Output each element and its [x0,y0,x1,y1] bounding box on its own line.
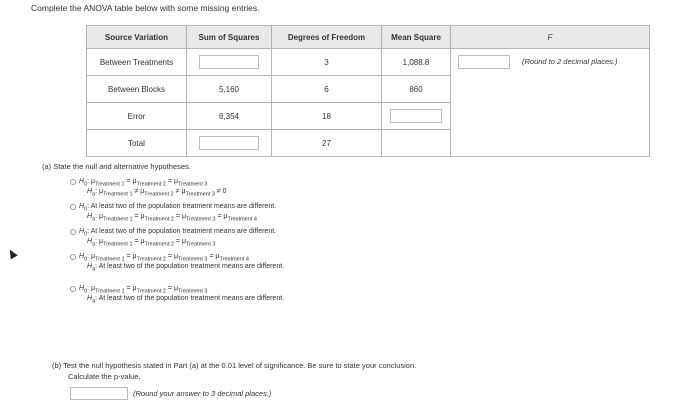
hypothesis-option-1[interactable] [79,177,284,197]
df-cell: 3 [272,49,382,76]
instructions-text: Complete the ANOVA table below with some missing entries. [31,3,260,13]
ha-line: $H_a$: $\mu_{Treatment 1} = \mu_{Treatment 2} = \mu_{Treatment 3} = \mu_{Treatment 4}$ [87,213,257,223]
h0-line: $H_0$: $\mu_{Treatment 1} = \mu_{Treatment 2} = \mu_{Treatment 3} = \mu_{Treatment 4}$ [79,253,249,263]
anova-table [86,25,650,157]
ms-cell [382,103,451,130]
ms-error-input[interactable] [390,109,442,123]
source-label: Between Blocks [87,76,187,103]
header-ss: Sum of Squares [187,26,272,49]
mouse-pointer-icon [6,248,17,260]
source-label: Between Treatments [87,49,187,76]
header-df: Degrees of Freedom [272,26,382,49]
radio-button[interactable] [70,254,76,260]
header-source: Source Variation [87,26,187,49]
ss-total-input[interactable] [199,136,259,150]
source-label: Error [87,103,187,130]
header-ms: Mean Square [382,26,451,49]
pvalue-round-note: (Round your answer to 3 decimal places.) [133,389,272,398]
hypothesis-option-4[interactable] [79,252,284,272]
ha-line: $H_a$: $\mu_{Treatment 1} \ne \mu_{Treatment 2} \ne \mu_{Treatment 3} \ne 0$ [87,188,227,198]
ms-cell: 860 [382,76,451,103]
source-label: Total [87,130,187,157]
h0-line: $H_0$: $\mu_{Treatment 1} = \mu_{Treatment 2} = \mu_{Treatment 3}$ [79,285,208,295]
pvalue-input[interactable] [70,387,128,400]
ss-cell [187,130,272,157]
hypothesis-option-5[interactable] [79,284,284,304]
hypothesis-option-3[interactable] [79,227,284,247]
radio-button[interactable] [70,204,76,210]
df-cell: 27 [272,130,382,157]
part-b-prompt: (b) Test the null hypothesis stated in Part (a) at the 0.01 level of significance. Be sure to state your conclusion. [52,361,417,370]
ms-cell [382,130,451,157]
h0-line: $H_0$: At least two of the population treatment means are different. [79,203,277,213]
df-cell: 18 [272,103,382,130]
f-cell [451,49,650,157]
header-f-label: F [547,32,553,42]
f-input[interactable] [458,55,510,69]
df-cell: 6 [272,76,382,103]
radio-button[interactable] [70,179,76,185]
header-f [451,26,650,49]
h0-line: $H_0$: $\mu_{Treatment 1} = \mu_{Treatment 2} = \mu_{Treatment 3}$ [79,178,208,188]
ha-line: $H_a$: $\mu_{Treatment 1} = \mu_{Treatment 2} = \mu_{Treatment 3}$ [87,238,216,248]
pvalue-label: Calculate the p-value. [68,372,141,381]
ss-cell: 5,160 [187,76,272,103]
table-header-row [87,26,650,49]
hypothesis-option-2[interactable] [79,202,284,222]
radio-button[interactable] [70,286,76,292]
part-a-prompt: (a) State the null and alternative hypotheses. [42,162,191,171]
ms-cell: 1,088.8 [382,49,451,76]
f-round-note: (Round to 2 decimal places.) [522,57,618,66]
ha-line: $H_a$: At least two of the population treatment means are different. [87,263,285,273]
ha-line: $H_a$: At least two of the population treatment means are different. [87,295,285,305]
ss-cell [187,49,272,76]
h0-line: $H_0$: At least two of the population treatment means are different. [79,228,277,238]
table-row [87,49,650,76]
ss-cell: 6,354 [187,103,272,130]
radio-button[interactable] [70,229,76,235]
ss-treatments-input[interactable] [199,55,259,69]
hypothesis-options [79,177,284,309]
